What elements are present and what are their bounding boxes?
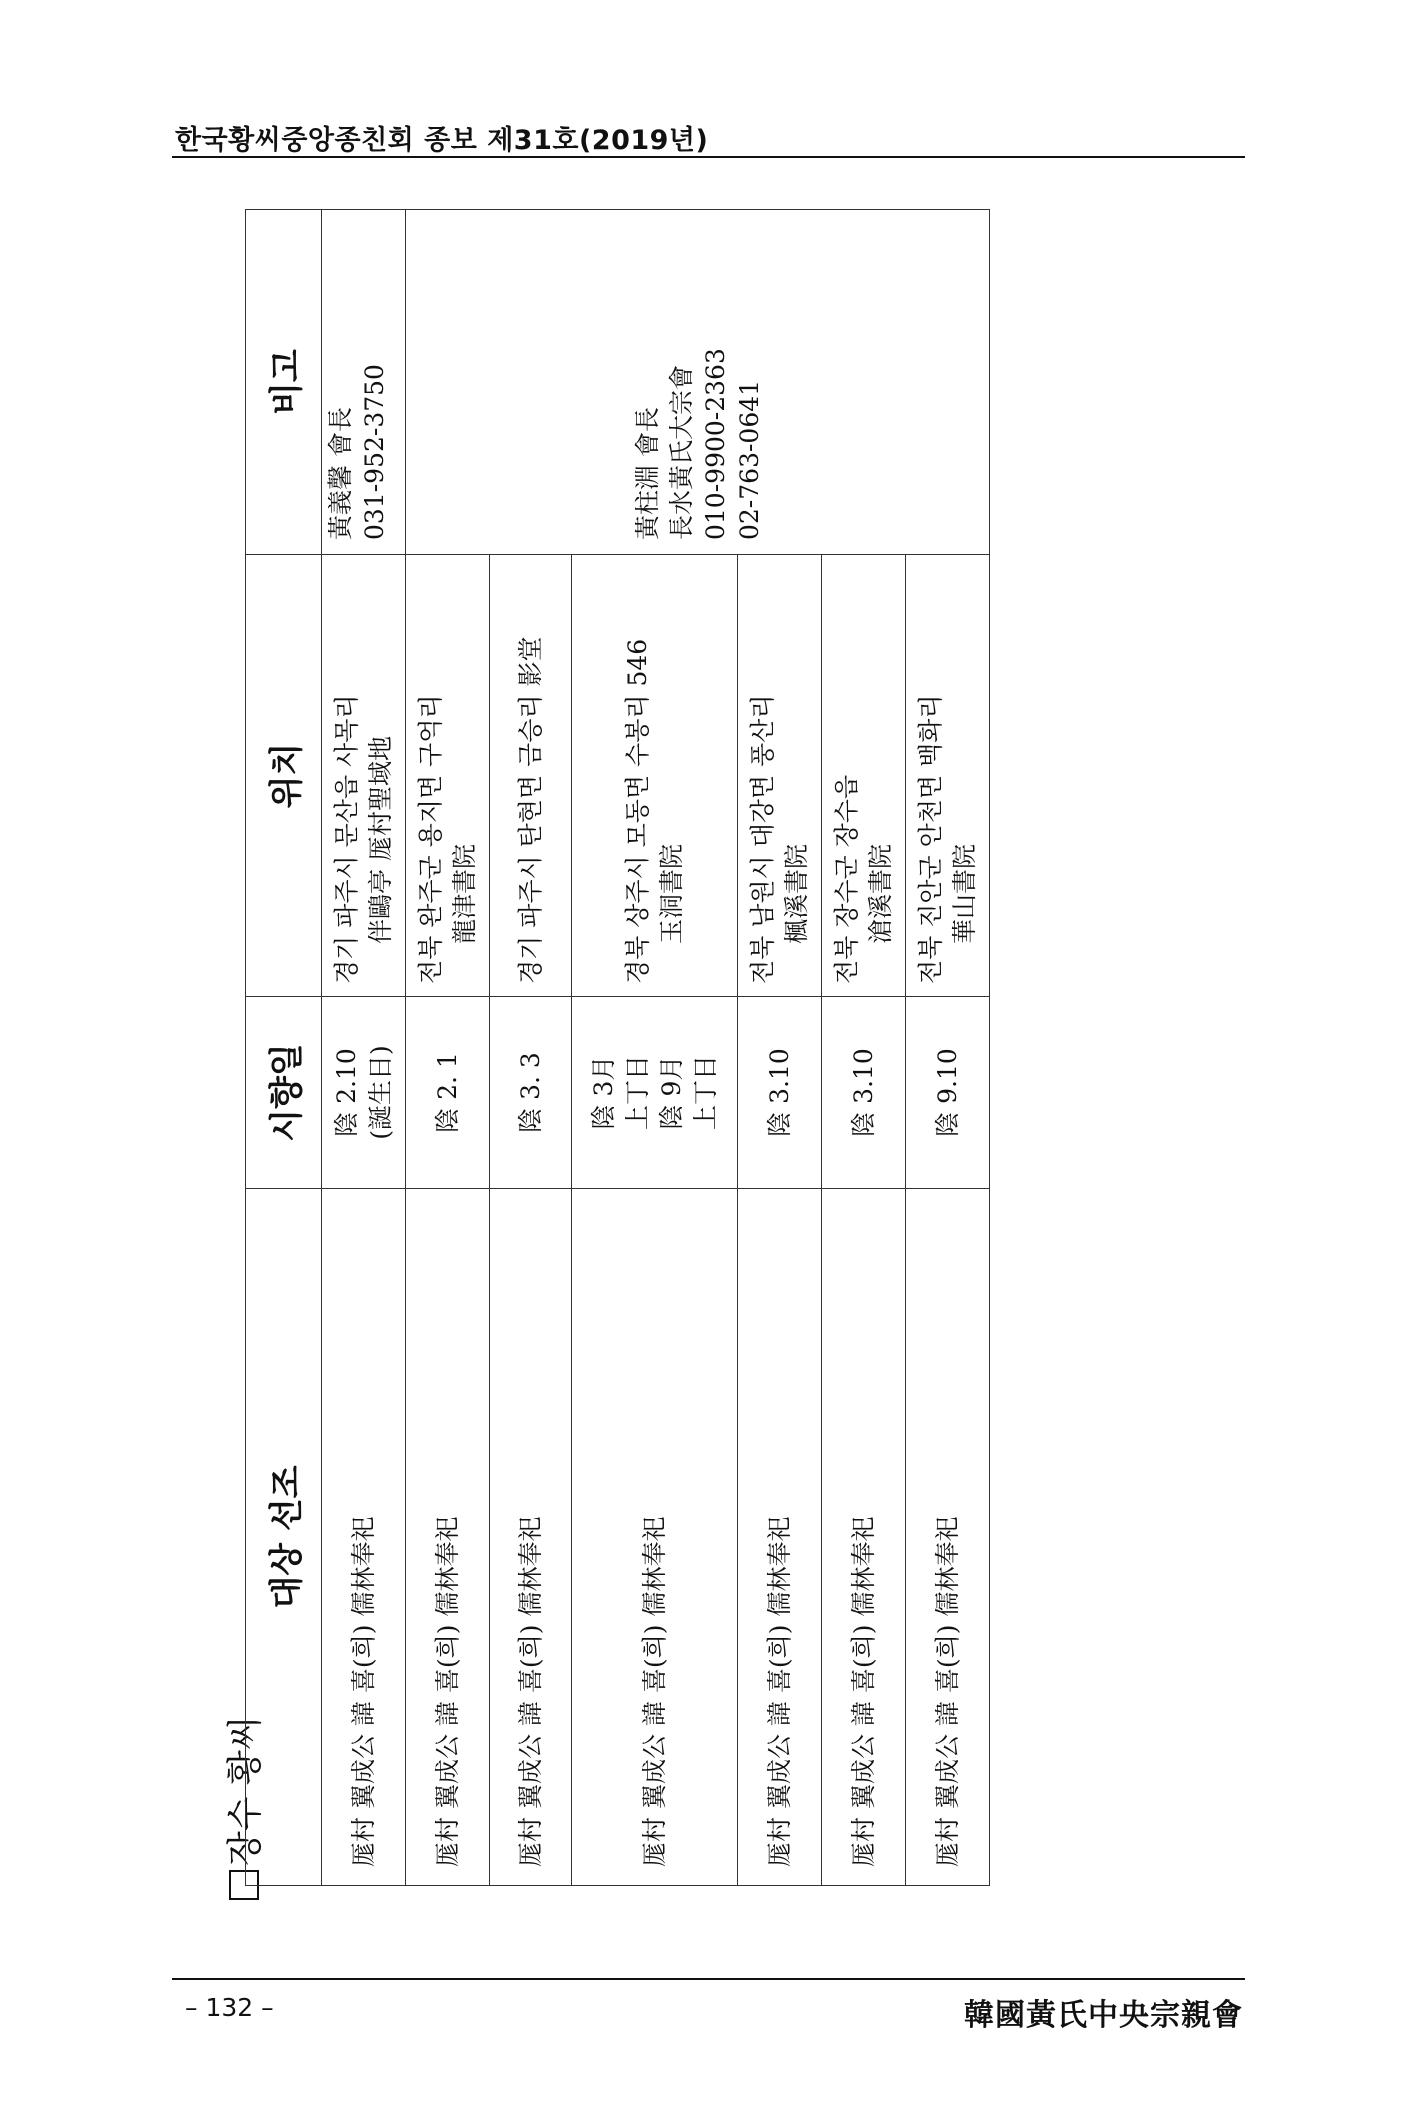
page-header-title: 한국황씨중앙종친회 종보 제31호(2019년) [175,125,709,156]
row-location: 전북 남원시 대강면 풍산리 楓溪書院 [738,555,822,997]
row-date: 陰 2. 1 [406,997,490,1189]
row-target: 厖村 翼成公 諱 喜(희) 儒林奉祀 [406,1189,490,1886]
header-location: 위치 [246,555,322,997]
row-date: 陰 2.10 (誕生日) [322,997,406,1189]
row-note-merged: 黃柱淵 會長 長水黃氏大宗會 010-9900-2363 02-763-0641 [406,210,990,555]
row-date: 陰 3. 3 [490,997,572,1189]
footer-rule [172,1978,1245,1980]
rotated-content [205,210,980,1900]
page-number: – 132 – [185,1993,274,2022]
row-location: 경기 파주시 탄현면 금승리 影堂 [490,555,572,997]
row-target: 厖村 翼成公 諱 喜(희) 儒林奉祀 [738,1189,822,1886]
row-date: 陰 3.10 [822,997,906,1189]
table-row [322,210,406,1886]
row-target: 厖村 翼成公 諱 喜(희) 儒林奉祀 [822,1189,906,1886]
row-location: 경기 파주시 문산읍 사목리 伴鷗亭 厖村聖域地 [322,555,406,997]
row-target: 厖村 翼成公 諱 喜(희) 儒林奉祀 [572,1189,738,1886]
row-location: 전북 완주군 용지면 구억리 龍津書院 [406,555,490,997]
row-note: 黃義馨 會長 031-952-3750 [322,210,406,555]
row-target: 厖村 翼成公 諱 喜(희) 儒林奉祀 [322,1189,406,1886]
table-header-row [246,210,322,1886]
row-date: 陰 3月 上丁日 陰 9月 上丁日 [572,997,738,1189]
header-target: 대상 선조 [246,1189,322,1886]
section-title-text: 장수 황씨 [225,1715,266,1866]
header-rule [172,156,1245,158]
row-target: 厖村 翼成公 諱 喜(희) 儒林奉祀 [906,1189,990,1886]
row-location: 경북 상주시 모동면 수봉리 546 玉洞書院 [572,555,738,997]
row-location: 전북 진안군 안천면 백화리 華山書院 [906,555,990,997]
organization-name: 韓國黃氏中央宗親會 [964,1998,1243,2033]
row-date: 陰 3.10 [738,997,822,1189]
row-location: 전북 장수군 장수읍 滄溪書院 [822,555,906,997]
row-target: 厖村 翼成公 諱 喜(희) 儒林奉祀 [490,1189,572,1886]
table-row [406,210,490,1886]
memorial-schedule-table [245,209,990,1886]
header-date: 시향일 [246,997,322,1189]
header-note: 비고 [246,210,322,555]
row-date: 陰 9.10 [906,997,990,1189]
